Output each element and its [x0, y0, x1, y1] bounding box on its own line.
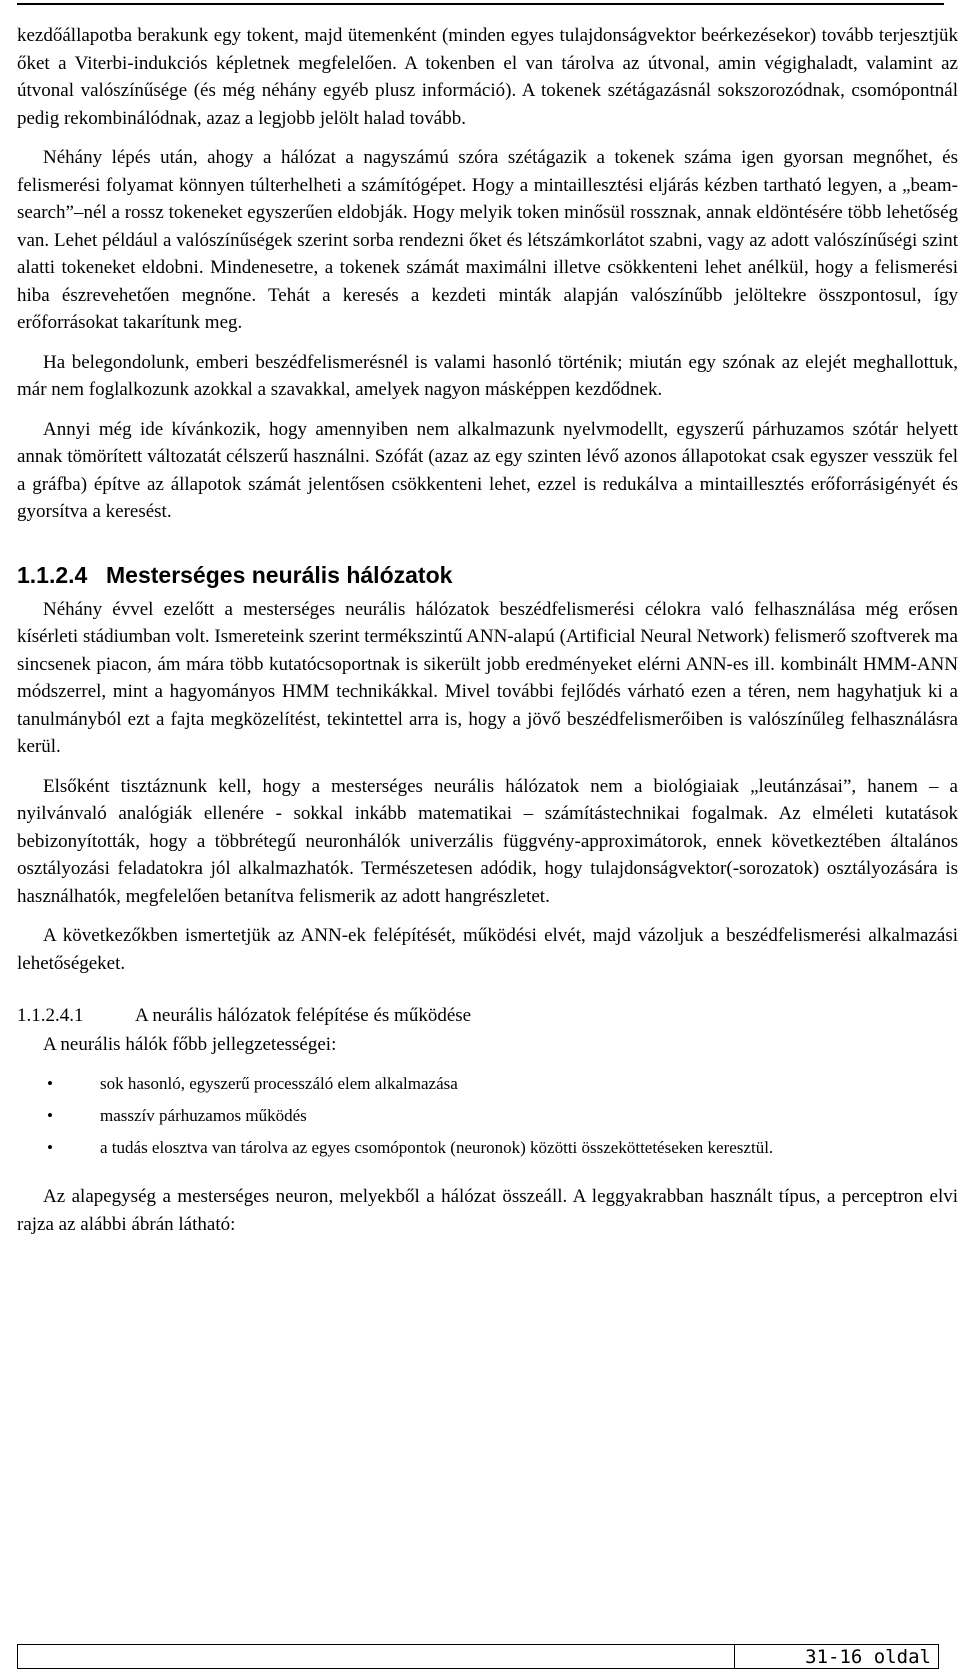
paragraph: Néhány lépés után, ahogy a hálózat a nagyszámú szóra szétágazik a tokenek száma igen gyorsan megnőhet, és felismerési folyamat könnyen túlterhelheti a számítógépet. Hogy a mintaillesztési eljárás kézben tartható legyen, a „beam-search”–nél a rossz tokeneket egyszerűen eldobják. Hogy melyik token minősül rossznak, annak eldöntésére több lehetőség van. Lehet például a valószínűségek szerint sorba rendezni őket és létszámkorlátot szabni, vagy az adott valószínűségi szint alatti tokeneket eldobni. Mindenesetre, a tokenek számát maximálni illetve csökkenteni lehet anélkül, hogy a felismerési hiba észrevehetően megnőne. Tehát a keresés a kezdeti minták alapján valószínűbb jelöltekre összpontosul, így erőforrásokat takarítunk meg.	[17, 147, 958, 333]
list-item	[17, 1072, 958, 1095]
section-number: 1.1.2.4	[17, 561, 88, 588]
subsection-number: 1.1.2.4.1	[17, 1005, 84, 1026]
bullet-icon: •	[47, 1106, 53, 1125]
page-number: 31-16 oldal	[734, 1645, 938, 1668]
bullet-list	[17, 1072, 958, 1159]
section-heading	[17, 560, 958, 590]
paragraph: Ha belegondolunk, emberi beszédfelismerésnél is valami hasonló történik; miután egy szónak az elejét meghallottuk, már nem foglalkozunk azokkal a szavakkal, amelyek nagyon másképpen kezdődnek.	[17, 351, 958, 400]
list-item	[17, 1136, 958, 1159]
subsection-heading	[17, 1002, 958, 1029]
bullet-icon: •	[47, 1074, 53, 1093]
paragraph: A következőkben ismertetjük az ANN-ek felépítését, működési elvét, majd vázoljuk a beszédfelismerési alkalmazási lehetőségeket.	[17, 925, 958, 974]
list-item-text: a tudás elosztva van tárolva az egyes csomópontok (neuronok) közötti összeköttetéseken keresztül.	[100, 1138, 774, 1157]
list-item	[17, 1104, 958, 1127]
section-title: Mesterséges neurális hálózatok	[106, 561, 453, 588]
paragraph: Annyi még ide kívánkozik, hogy amennyiben nem alkalmazunk nyelvmodellt, egyszerű párhuzamos szótár helyett annak tömörített változatát célszerű használni. Szófát (azaz az egy szinten lévő azonos állapotokat csak egyszer vesszük fel a gráfba) építve az állapotok számát jelentősen csökkenteni lehet, ezzel is redukálva a mintaillesztés erőforrásigényét és gyorsítva a keresést.	[17, 418, 958, 522]
footer	[17, 1644, 939, 1669]
list-lead: A neurális hálók főbb jellegzetességei:	[43, 1034, 337, 1055]
document-body	[17, 22, 958, 1250]
list-item-text: sok hasonló, egyszerű processzáló elem alkalmazása	[100, 1074, 458, 1093]
subsection-title: A neurális hálózatok felépítése és működése	[135, 1005, 472, 1026]
paragraph: kezdőállapotba berakunk egy tokent, majd ütemenként (minden egyes tulajdonságvektor beérkezésekor) tovább terjesztjük őket a Viterbi-indukciós képletnek megfelelően. A tokenben el van tárolva az útvonal, amin végighaladt, valamint az útvonal valószínűsége (és még néhány egyéb plusz információ). A tokenek szétágazásnál sokszorozódnak, csomópontnál pedig rekombinálódnak, azaz a legjobb jelölt halad tovább.	[17, 25, 958, 129]
paragraph: Az alapegység a mesterséges neuron, melyekből a hálózat összeáll. A leggyakrabban használt típus, a perceptron elvi rajza az alábbi ábrán látható:	[17, 1186, 958, 1235]
paragraph: Néhány évvel ezelőtt a mesterséges neurális hálózatok beszédfelismerési célokra való felhasználása még erősen kísérleti stádiumban volt. Ismereteink szerint termékszintű ANN-alapú (Artificial Neural Network) felismerő szoftverek ma sincsenek piacon, ám mára több kutatócsoportnak is sikerült jobb eredményeket elérni ANN-es ill. kombinált HMM-ANN módszerrel, mint a hagyományos HMM technikákkal. Mivel további fejlődés várható ezen a téren, nem hagyhatjuk ki a tanulmányból ezt a fajta megközelítést, tekintettel arra is, hogy a jövő beszédfelismerőiben is valószínűleg felhasználásra kerül.	[17, 598, 958, 757]
header-rule	[17, 3, 944, 5]
bullet-icon: •	[47, 1138, 53, 1157]
list-item-text: masszív párhuzamos működés	[100, 1106, 307, 1125]
paragraph: Elsőként tisztáznunk kell, hogy a mesterséges neurális hálózatok nem a biológiaiak „leutánzásai”, hanem – a nyilvánvaló analógiák ellenére - sokkal inkább matematikai – számítástechnikai fogalmak. Az elméleti kutatások bebizonyították, hogy a többrétegű neuronhálók univerzális függvény-approximátorok, ennek következtében általános osztályozási feladatokra jól alkalmazhatók. Természetesen adódik, hogy tulajdonságvektor(-sorozatok) osztályozására is használhatók, megfelelően betanítva felismerik az adott hangrészletet.	[17, 775, 958, 907]
